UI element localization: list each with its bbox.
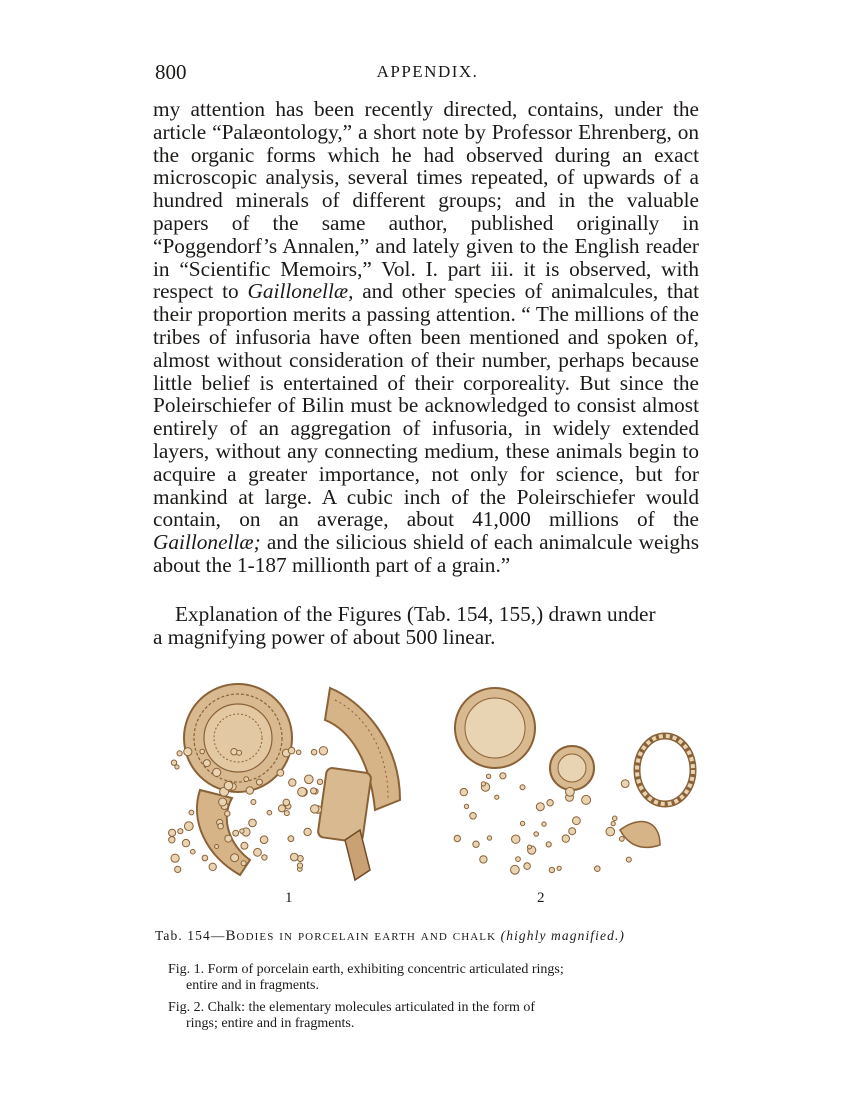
molecule-dot (536, 803, 544, 811)
page-header (155, 60, 700, 88)
figure-1-note (168, 962, 703, 993)
text-segment-1: my attention has been recently directed, contains, under the article “Palæontology,” a short note by Professor Ehrenberg, on the organic forms which he had observed during an exact microscopic analysis, several times repeated, of upwards of a hundred minerals of different groups; and in the valuable papers of the same author, published originally in “Poggendorf’s Annalen,” and lately given to the English reader in “Scientific Memoirs,” Vol. I. part iii. it is observed, with respect to (153, 97, 699, 304)
molecule-dot (244, 777, 249, 782)
molecule-dot (319, 747, 327, 755)
molecule-dot (262, 855, 267, 860)
molecule-dot (454, 835, 460, 841)
molecule-dot (621, 780, 629, 788)
molecule-dot (547, 800, 553, 806)
molecule-dot (178, 829, 183, 834)
molecule-dot (534, 832, 539, 837)
italic-species-name: Gaillonellæ, (247, 279, 354, 304)
figure-illustration (160, 680, 700, 910)
molecule-dot (549, 867, 554, 872)
chalk-ring-medium-inner (558, 754, 586, 782)
molecule-dot (557, 866, 561, 870)
molecule-dot (297, 863, 302, 868)
molecule-dot (254, 848, 262, 856)
molecule-dot (246, 787, 253, 794)
note-2-line-2: rings; entire and in fragments. (186, 1015, 355, 1031)
molecule-dot (191, 849, 196, 854)
molecule-dot (311, 749, 317, 755)
molecule-dot (480, 856, 487, 863)
molecule-dot (171, 854, 179, 862)
molecule-dot (249, 819, 257, 827)
figure-2-illustration (454, 688, 693, 874)
molecule-dot (317, 779, 322, 784)
paragraph-text (153, 98, 699, 577)
molecule-dot (256, 779, 262, 785)
molecule-dot (260, 836, 268, 844)
molecule-dot (520, 821, 524, 825)
molecule-dot (460, 788, 467, 795)
molecule-dot (511, 865, 520, 874)
explanation-line-1: Explanation of the Figures (Tab. 154, 155,) drawn under (175, 602, 656, 626)
chalk-fragment (620, 822, 660, 848)
molecule-dot (241, 842, 248, 849)
molecule-dot (500, 773, 506, 779)
molecule-dot (240, 829, 244, 833)
molecule-dot (520, 785, 525, 790)
molecule-dot (481, 782, 485, 786)
molecule-dot (215, 845, 219, 849)
molecule-dot (209, 863, 216, 870)
molecule-dot (278, 805, 285, 812)
molecule-dot (611, 822, 615, 826)
molecule-dot (224, 781, 233, 790)
molecule-dot (200, 749, 205, 754)
molecule-dot (290, 853, 298, 861)
molecule-dot (289, 779, 296, 786)
molecule-dot (241, 861, 246, 866)
body-paragraph (153, 98, 699, 577)
note-2-line-1: Fig. 2. Chalk: the elementary molecules articulated in the form of (168, 1000, 536, 1015)
molecule-dot (626, 857, 631, 862)
caption-title: Bodies in porcelain earth and chalk (225, 928, 497, 944)
molecule-dot (288, 747, 295, 754)
molecule-dot (218, 823, 224, 829)
molecule-dot (202, 855, 208, 861)
text-segment-2: and other species of animalcules, that their proportion merits a passing attention. “ The millions of the tribes of infusoria have often been mentioned and spoken of, almost without consideration of their number, perhaps because little belief is entertained of their corporeality. But since the Poleirschiefer of Bilin must be acknowledged to consist almost entirely of an aggregation of infusoria, in widely extended layers, without any connecting medium, these animals begin to acquire a greater importance, not only for science, but for mankind at large. A cubic inch of the Poleirschiefer would contain, on an average, about 41,000 millions of the (153, 279, 699, 532)
molecule-dot (237, 750, 242, 755)
molecule-dot (542, 822, 546, 826)
molecule-dot (231, 749, 237, 755)
molecule-dot (175, 866, 181, 872)
molecule-dot (486, 774, 490, 778)
molecule-dot (288, 836, 294, 842)
molecule-dot (528, 845, 532, 849)
molecule-dot (470, 813, 477, 820)
molecule-dot (569, 828, 576, 835)
molecule-dot (213, 768, 221, 776)
molecule-dot (284, 811, 289, 816)
molecule-dot (298, 788, 307, 797)
molecule-dot (562, 835, 569, 842)
molecule-dot (311, 788, 317, 794)
figure-2-note (168, 1000, 703, 1031)
explanation-line-2: a magnifying power of about 500 linear. (153, 625, 496, 649)
molecule-dot (573, 817, 581, 825)
molecule-dot (546, 842, 551, 847)
chalk-molecules (454, 773, 631, 875)
text-segment-3: and the silicious shield of each animalcule weighs about the 1-187 millionth part of a grain.” (153, 530, 699, 577)
page-number: 800 (155, 60, 187, 84)
molecule-dot (487, 836, 491, 840)
caption-italic: (highly magnified.) (500, 928, 626, 943)
note-1-line-1: Fig. 1. Form of porcelain earth, exhibiting concentric articulated rings; (168, 962, 564, 977)
molecule-dot (225, 835, 232, 842)
caption-tab: Tab. 154— (155, 928, 226, 943)
note-1-line-2: entire and in fragments. (186, 977, 319, 993)
ring-fragment-small (345, 830, 370, 880)
molecule-dot (225, 811, 230, 816)
molecule-dot (619, 837, 624, 842)
chalk-ring-inner (465, 698, 525, 758)
molecule-dot (296, 750, 301, 755)
molecule-dot (182, 839, 189, 846)
molecule-dot (304, 828, 311, 835)
molecule-dot (169, 837, 175, 843)
molecule-dot (464, 804, 468, 808)
molecule-dot (495, 795, 499, 799)
figure-1-illustration (169, 684, 401, 880)
molecule-dot (283, 799, 290, 806)
plate-figures (160, 680, 700, 910)
molecule-dot (524, 863, 531, 870)
molecule-dot (516, 857, 521, 862)
molecule-dot (171, 760, 176, 765)
molecule-dot (612, 816, 617, 821)
molecule-dot (184, 748, 192, 756)
molecule-dot (203, 760, 210, 767)
italic-species-name: Gaillonellæ; (153, 530, 261, 555)
molecule-dot (251, 800, 256, 805)
running-head: APPENDIX. (376, 62, 479, 81)
molecule-dot (606, 827, 615, 836)
figure-1-label: 1 (285, 890, 293, 906)
molecule-dot (582, 795, 591, 804)
molecule-dot (231, 854, 239, 862)
table-caption (155, 928, 705, 945)
molecule-dot (169, 829, 176, 836)
molecule-dot (177, 751, 182, 756)
molecule-dot (595, 866, 601, 872)
molecule-dot (277, 769, 284, 776)
molecule-dot (189, 810, 194, 815)
figure-2-label: 2 (537, 890, 545, 906)
molecule-dot (233, 830, 239, 836)
molecule-dot (184, 822, 193, 831)
molecule-dot (311, 805, 319, 813)
molecule-dot (566, 787, 575, 796)
molecule-dot (305, 775, 314, 784)
molecule-dot (267, 810, 272, 815)
molecule-dot (219, 798, 227, 806)
molecule-dot (473, 841, 479, 847)
figures-explanation (153, 603, 699, 649)
molecule-dot (512, 835, 520, 843)
ring-fragment-block (317, 767, 371, 843)
